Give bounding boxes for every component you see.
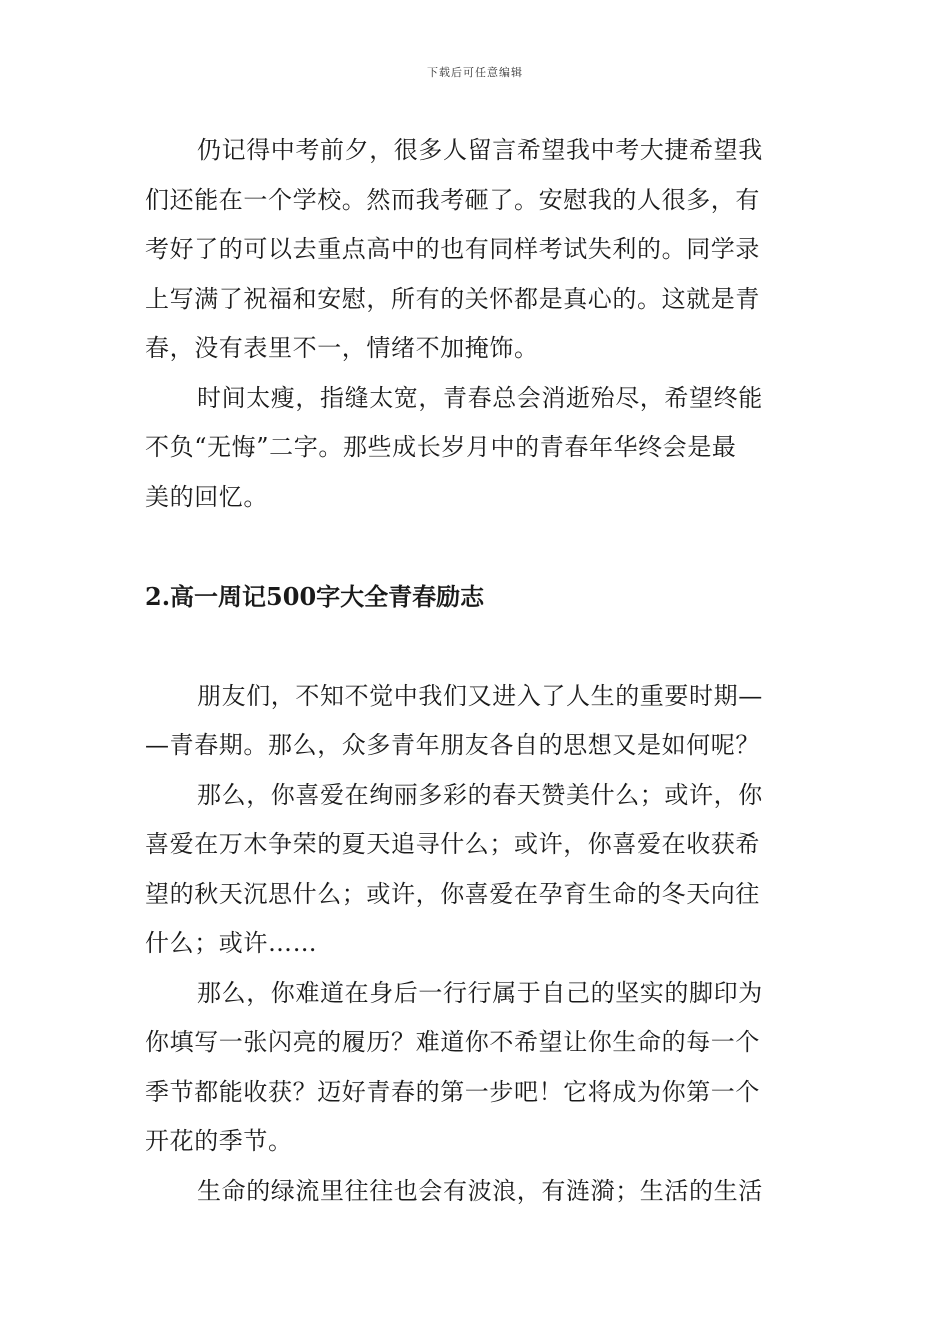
spacer	[145, 622, 807, 672]
paragraph-line: 仍记得中考前夕，很多人留言希望我中考大捷希望我	[197, 136, 763, 164]
spacer	[145, 522, 807, 572]
paragraph-line: 们还能在一个学校。然而我考砸了。安慰我的人很多，有	[145, 185, 760, 214]
page-header: 下载后可任意编辑	[427, 66, 523, 79]
paragraph-line: 美的回忆。	[145, 482, 268, 511]
paragraph-line: 朋友们，不知不觉中我们又进入了人生的重要时期—	[197, 681, 763, 710]
paragraph	[145, 969, 807, 1167]
paragraph-line: 什么；或许……	[145, 929, 318, 957]
paragraph-line: 望的秋天沉思什么；或许，你喜爱在孕育生命的冬天向往	[145, 879, 760, 908]
paragraph-line: 季节都能收获？迈好青春的第一步吧！它将成为你第一个	[145, 1077, 760, 1106]
section-heading: 2.高一周记500字大全青春励志	[145, 582, 485, 611]
paragraphs-before	[145, 126, 807, 522]
paragraph-line: 开花的季节。	[145, 1127, 293, 1155]
paragraph	[145, 374, 807, 523]
document-body	[145, 126, 807, 1216]
paragraph-line: 那么，你难道在身后一行行属于自己的坚实的脚印为	[197, 978, 763, 1007]
paragraph-line: 生命的绿流里往往也会有波浪，有涟漪；生活的生活	[197, 1176, 763, 1205]
paragraph-line: 喜爱在万木争荣的夏天追寻什么；或许，你喜爱在收获希	[145, 830, 760, 858]
paragraph-line: 考好了的可以去重点高中的也有同样考试失利的。同学录	[145, 235, 760, 263]
paragraph	[145, 672, 807, 771]
paragraph-line: 你填写一张闪亮的履历？难道你不希望让你生命的每一个	[145, 1028, 760, 1056]
paragraph-line: 不负“无悔”二字。那些成长岁月中的青春年华终会是最	[145, 433, 737, 461]
paragraph	[145, 1167, 807, 1217]
paragraph-line: 春，没有表里不一，情绪不加掩饰。	[145, 334, 539, 362]
paragraph-line: 那么，你喜爱在绚丽多彩的春天赞美什么；或许，你	[197, 780, 763, 809]
paragraph	[145, 771, 807, 969]
paragraphs-after	[145, 672, 807, 1217]
paragraph-line: 上写满了祝福和安慰，所有的关怀都是真心的。这就是青	[145, 284, 760, 313]
paragraph	[145, 126, 807, 374]
paragraph-line: 时间太瘦，指缝太宽，青春总会消逝殆尽，希望终能	[197, 383, 763, 412]
paragraph-line: —青春期。那么，众多青年朋友各自的思想又是如何呢？	[145, 731, 760, 759]
